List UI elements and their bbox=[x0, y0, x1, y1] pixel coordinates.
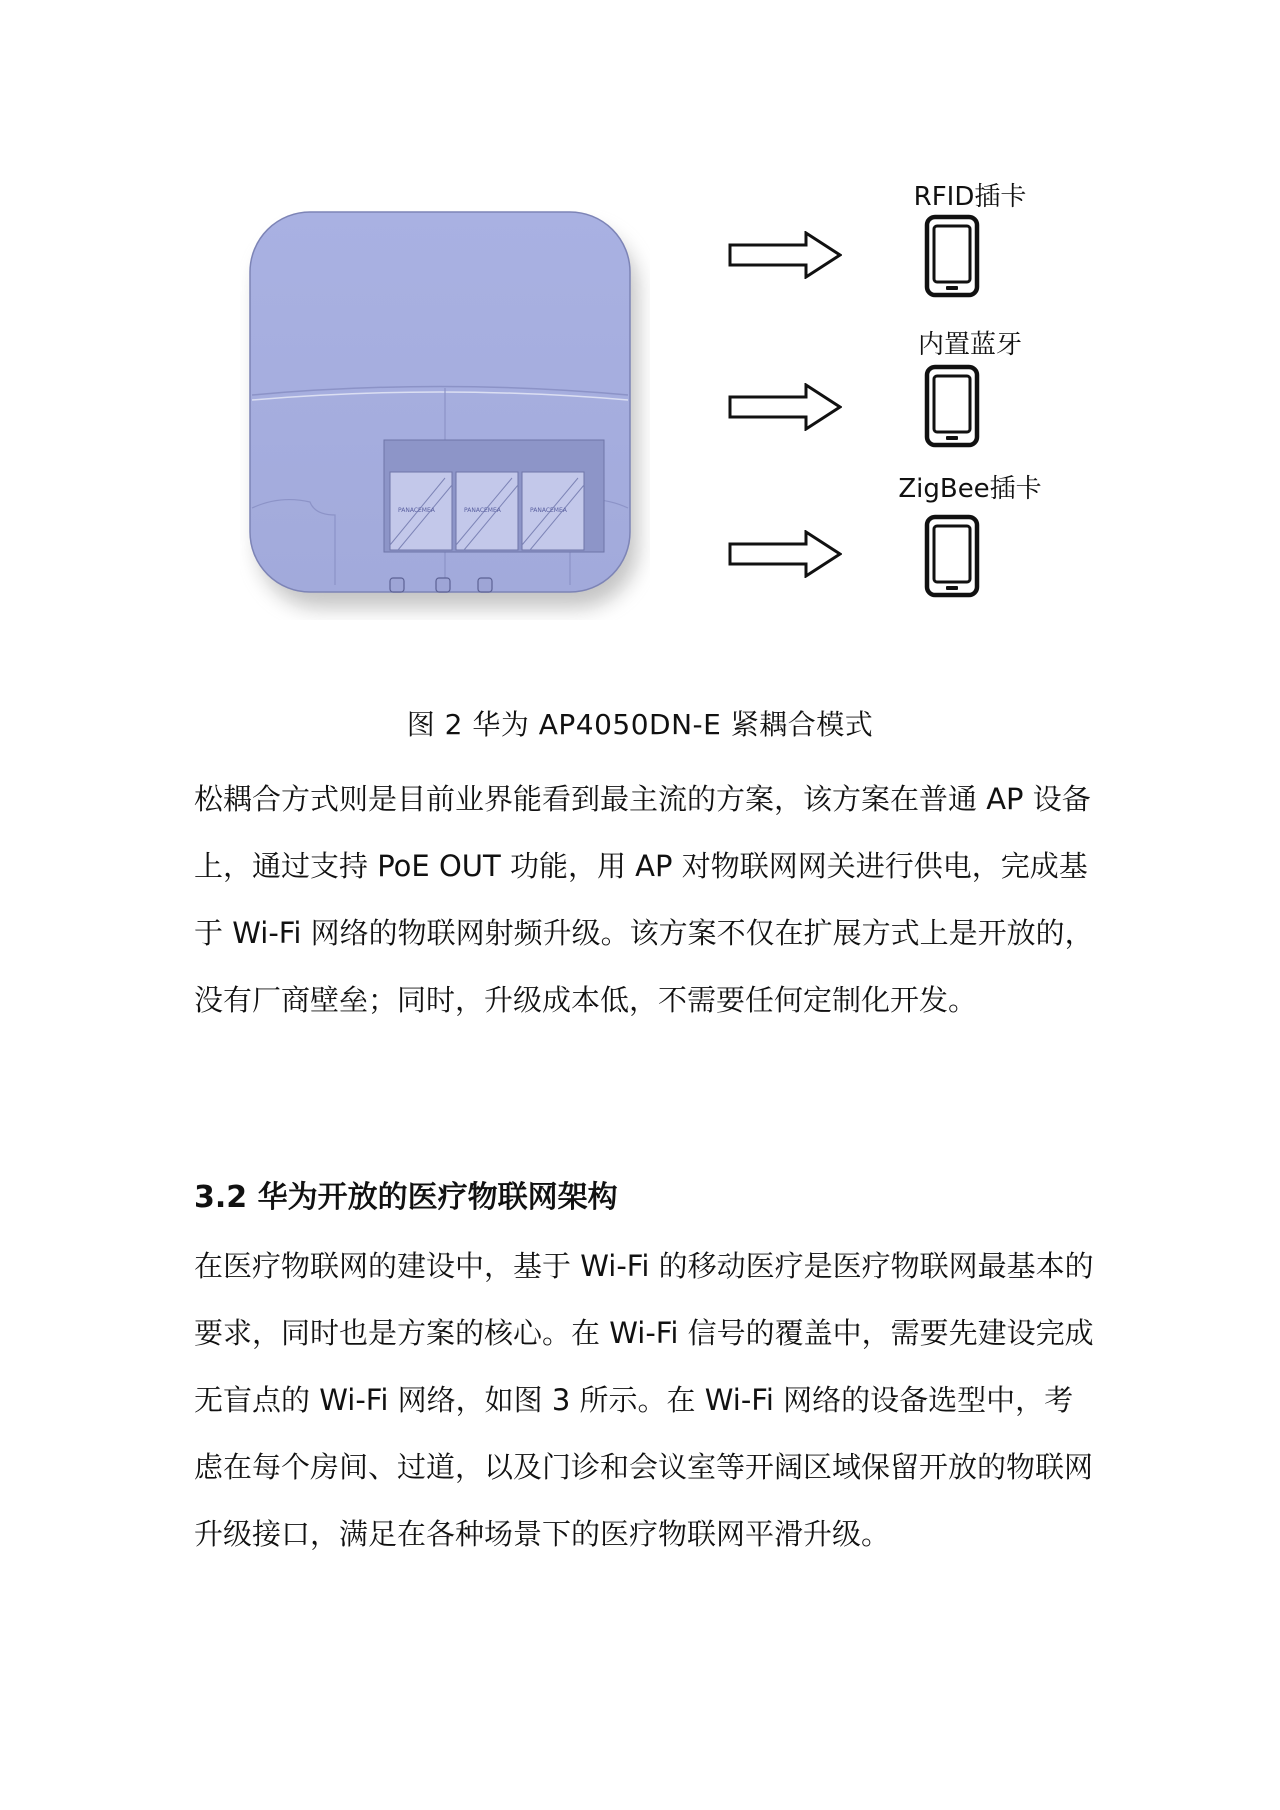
arrow-to-zigbee bbox=[728, 530, 842, 578]
arrow-to-rfid bbox=[728, 231, 842, 279]
module-label: RFID插卡 bbox=[913, 182, 1027, 212]
access-point-device-image bbox=[240, 210, 650, 620]
body-paragraph: 松耦合方式则是目前业界能看到最主流的方案，该方案在普通 AP 设备上，通过支持 PoE OUT 功能，用 AP 对物联网网关进行供电，完成基于 Wi-Fi 网络的物联网射频升级。该方案不仅在扩展方式上是开放的，没有厂商壁垒；同时，升级成本低，不需要任何定制化开发。 bbox=[194, 782, 1094, 1017]
svg-text:PANACEMEA: PANACEMEA bbox=[398, 507, 435, 514]
section-heading: 3.2 华为开放的医疗物联网架构 bbox=[194, 1180, 618, 1215]
arrow-to-bluetooth bbox=[728, 383, 842, 431]
module-label: 内置蓝牙 bbox=[917, 330, 1022, 360]
figure-caption: 图 2 华为 AP4050DN-E 紧耦合模式 bbox=[406, 708, 874, 741]
svg-text:PANACEMEA: PANACEMEA bbox=[464, 507, 501, 514]
phone-card-icon bbox=[924, 214, 980, 298]
figure-2 bbox=[0, 0, 1280, 690]
svg-text:PANACEMEA: PANACEMEA bbox=[530, 507, 567, 514]
phone-card-icon bbox=[924, 514, 980, 598]
body-paragraph: 在医疗物联网的建设中，基于 Wi-Fi 的移动医疗是医疗物联网最基本的要求，同时也是方案的核心。在 Wi-Fi 信号的覆盖中，需要先建设完成无盲点的 Wi-Fi 网络，如图 3 所示。在 Wi-Fi 网络的设备选型中，考虑在每个房间、过道，以及门诊和会议室等开阔区域保留开放的物联网升级接口，满足在各种场景下的医疗物联网平滑升级。 bbox=[194, 1249, 1094, 1551]
phone-card-icon bbox=[924, 364, 980, 448]
module-label: ZigBee插卡 bbox=[898, 474, 1042, 504]
